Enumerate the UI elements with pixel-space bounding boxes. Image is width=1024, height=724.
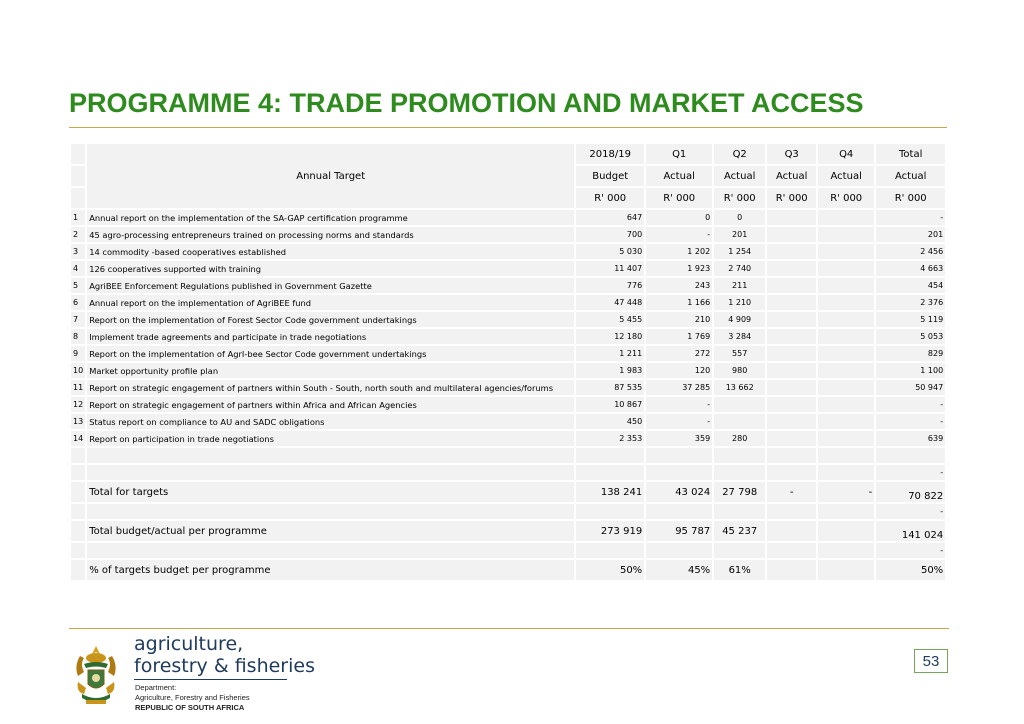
- page-title: PROGRAMME 4: TRADE PROMOTION AND MARKET ACCESS: [69, 88, 864, 118]
- header-actual-q3: Actual: [767, 166, 816, 186]
- row-q3: [767, 278, 816, 293]
- row-q4: [818, 210, 874, 225]
- dash-cell: -: [876, 465, 945, 480]
- row-q3: [767, 346, 816, 361]
- header-q4: Q4: [818, 144, 874, 164]
- row-q2: 211: [714, 278, 765, 293]
- row-number: 2: [71, 227, 85, 242]
- row-q2: 201: [714, 227, 765, 242]
- total-targets-total: 70 822: [876, 482, 945, 502]
- country-name: REPUBLIC OF SOUTH AFRICA: [135, 703, 245, 712]
- header-budget: Budget: [576, 166, 644, 186]
- total-programme-q3: [767, 521, 816, 541]
- row-number: 9: [71, 346, 85, 361]
- row-q3: [767, 261, 816, 276]
- dash-row: [71, 465, 945, 480]
- row-q4: [818, 380, 874, 395]
- dash-cell: -: [876, 504, 945, 519]
- header-unit: R' 000: [767, 188, 816, 208]
- row-q4: [818, 312, 874, 327]
- row-number: 13: [71, 414, 85, 429]
- percent-budget: 50%: [576, 560, 644, 580]
- header-blank: [71, 166, 85, 186]
- row-q4: [818, 346, 874, 361]
- total-programme-q2: 45 237: [714, 521, 765, 541]
- header-unit: R' 000: [876, 188, 945, 208]
- target-rows: [71, 210, 945, 446]
- row-target: Report on strategic engagement of partners within South - South, north south and multilateral agencies/forums: [87, 380, 574, 395]
- row-q4: [818, 363, 874, 378]
- row-target: Report on the implementation of Forest Sector Code government undertakings: [87, 312, 574, 327]
- row-number: 6: [71, 295, 85, 310]
- row-q4: [818, 431, 874, 446]
- row-q4: [818, 227, 874, 242]
- row-q1: 0: [646, 210, 712, 225]
- row-budget: 5 030: [576, 244, 644, 259]
- row-q2: 1 210: [714, 295, 765, 310]
- row-q2: [714, 414, 765, 429]
- dash-row: [71, 543, 945, 558]
- brand-line-1: agriculture,: [134, 633, 244, 655]
- row-budget: 10 867: [576, 397, 644, 412]
- row-total: -: [876, 414, 945, 429]
- row-q2: 280: [714, 431, 765, 446]
- row-q2: 980: [714, 363, 765, 378]
- row-number: 7: [71, 312, 85, 327]
- row-q1: 1 923: [646, 261, 712, 276]
- row-q3: [767, 380, 816, 395]
- title-divider: [69, 127, 947, 128]
- dash-cell: -: [876, 543, 945, 558]
- total-programme-q4: [818, 521, 874, 541]
- total-programme-row: [71, 521, 945, 541]
- total-targets-q1: 43 024: [646, 482, 712, 502]
- header-actual-q4: Actual: [818, 166, 874, 186]
- row-total: 201: [876, 227, 945, 242]
- row-q1: 210: [646, 312, 712, 327]
- header-actual-total: Actual: [876, 166, 945, 186]
- total-targets-q3: -: [767, 482, 816, 502]
- percent-q4: [818, 560, 874, 580]
- row-q1: 1 166: [646, 295, 712, 310]
- table-row: [71, 295, 945, 310]
- row-target: Market opportunity profile plan: [87, 363, 574, 378]
- row-number: 8: [71, 329, 85, 344]
- row-target: Report on strategic engagement of partners within Africa and African Agencies: [87, 397, 574, 412]
- row-target: Implement trade agreements and participate in trade negotiations: [87, 329, 574, 344]
- row-number: 12: [71, 397, 85, 412]
- percent-total: 50%: [876, 560, 945, 580]
- percent-label: % of targets budget per programme: [87, 560, 574, 580]
- header-q3: Q3: [767, 144, 816, 164]
- row-q3: [767, 295, 816, 310]
- total-programme-label: Total budget/actual per programme: [87, 521, 574, 541]
- row-q2: [714, 397, 765, 412]
- department-label: Department:: [135, 683, 177, 692]
- row-total: 2 376: [876, 295, 945, 310]
- row-q3: [767, 227, 816, 242]
- row-q2: 13 662: [714, 380, 765, 395]
- table-row: [71, 380, 945, 395]
- table-row: [71, 414, 945, 429]
- header-unit: R' 000: [818, 188, 874, 208]
- row-q1: 359: [646, 431, 712, 446]
- row-q3: [767, 431, 816, 446]
- percent-q2: 61%: [714, 560, 765, 580]
- row-budget: 1 211: [576, 346, 644, 361]
- table-row: [71, 210, 945, 225]
- row-q3: [767, 397, 816, 412]
- row-budget: 647: [576, 210, 644, 225]
- header-q1: Q1: [646, 144, 712, 164]
- row-number: 3: [71, 244, 85, 259]
- row-number: 1: [71, 210, 85, 225]
- row-total: 5 053: [876, 329, 945, 344]
- row-total: -: [876, 210, 945, 225]
- brand-divider: [134, 679, 287, 680]
- row-q2: 1 254: [714, 244, 765, 259]
- table-row: [71, 227, 945, 242]
- row-number: 10: [71, 363, 85, 378]
- row-number: 11: [71, 380, 85, 395]
- row-q4: [818, 414, 874, 429]
- row-number: 4: [71, 261, 85, 276]
- table-row: [71, 397, 945, 412]
- row-q3: [767, 312, 816, 327]
- header-blank: [71, 144, 85, 164]
- footer-divider: [69, 628, 949, 629]
- row-budget: 87 535: [576, 380, 644, 395]
- total-targets-label: Total for targets: [87, 482, 574, 502]
- row-q2: 557: [714, 346, 765, 361]
- total-programme-q1: 95 787: [646, 521, 712, 541]
- header-year: 2018/19: [576, 144, 644, 164]
- percent-q1: 45%: [646, 560, 712, 580]
- row-q1: -: [646, 227, 712, 242]
- row-q4: [818, 329, 874, 344]
- row-budget: 700: [576, 227, 644, 242]
- row-target: Report on participation in trade negotiations: [87, 431, 574, 446]
- department-name: Agriculture, Forestry and Fisheries: [135, 693, 250, 702]
- row-budget: 47 448: [576, 295, 644, 310]
- row-q1: -: [646, 414, 712, 429]
- table-row: [71, 244, 945, 259]
- row-q4: [818, 397, 874, 412]
- table-row: [71, 278, 945, 293]
- percent-row: [71, 560, 945, 580]
- row-q1: 1 769: [646, 329, 712, 344]
- row-q4: [818, 261, 874, 276]
- header-q2: Q2: [714, 144, 765, 164]
- row-q1: -: [646, 397, 712, 412]
- total-targets-row: [71, 482, 945, 502]
- row-q4: [818, 244, 874, 259]
- row-target: Annual report on the implementation of AgriBEE fund: [87, 295, 574, 310]
- table-row: [71, 312, 945, 327]
- row-number: 5: [71, 278, 85, 293]
- row-q1: 272: [646, 346, 712, 361]
- total-programme-total: 141 024: [876, 521, 945, 541]
- total-targets-budget: 138 241: [576, 482, 644, 502]
- annual-target-header: Annual Target: [87, 144, 574, 208]
- row-q2: 3 284: [714, 329, 765, 344]
- table-row: [71, 329, 945, 344]
- row-number: 14: [71, 431, 85, 446]
- row-total: 829: [876, 346, 945, 361]
- row-total: 5 119: [876, 312, 945, 327]
- row-target: Report on the implementation of AgrI-bee Sector Code government undertakings: [87, 346, 574, 361]
- brand-line-2: forestry & fisheries: [134, 655, 315, 677]
- row-budget: 450: [576, 414, 644, 429]
- row-q2: 4 909: [714, 312, 765, 327]
- row-total: 50 947: [876, 380, 945, 395]
- row-q4: [818, 295, 874, 310]
- row-q1: 120: [646, 363, 712, 378]
- header-unit: R' 000: [576, 188, 644, 208]
- row-q3: [767, 329, 816, 344]
- row-target: 45 agro-processing entrepreneurs trained on processing norms and standards: [87, 227, 574, 242]
- total-programme-budget: 273 919: [576, 521, 644, 541]
- row-q1: 1 202: [646, 244, 712, 259]
- total-targets-q2: 27 798: [714, 482, 765, 502]
- row-q3: [767, 414, 816, 429]
- row-total: 2 456: [876, 244, 945, 259]
- row-q3: [767, 363, 816, 378]
- row-q3: [767, 210, 816, 225]
- header-actual-q1: Actual: [646, 166, 712, 186]
- table-row: [71, 261, 945, 276]
- row-total: 4 663: [876, 261, 945, 276]
- page-number: 53: [914, 649, 948, 673]
- row-budget: 11 407: [576, 261, 644, 276]
- table-row: [71, 363, 945, 378]
- row-q3: [767, 244, 816, 259]
- row-q1: 243: [646, 278, 712, 293]
- header-unit: R' 000: [714, 188, 765, 208]
- dash-row: [71, 504, 945, 519]
- total-targets-q4: -: [818, 482, 874, 502]
- header-actual-q2: Actual: [714, 166, 765, 186]
- row-budget: 1 983: [576, 363, 644, 378]
- row-budget: 2 353: [576, 431, 644, 446]
- row-total: 639: [876, 431, 945, 446]
- row-target: 126 cooperatives supported with training: [87, 261, 574, 276]
- row-q2: 2 740: [714, 261, 765, 276]
- row-budget: 12 180: [576, 329, 644, 344]
- row-total: -: [876, 397, 945, 412]
- table-row: [71, 431, 945, 446]
- spacer-row: [71, 448, 945, 463]
- department-block: [135, 683, 250, 713]
- targets-table: [69, 142, 947, 582]
- row-target: 14 commodity -based cooperatives established: [87, 244, 574, 259]
- percent-q3: [767, 560, 816, 580]
- row-target: Annual report on the implementation of the SA-GAP certification programme: [87, 210, 574, 225]
- coat-of-arms-icon: [70, 642, 122, 708]
- row-total: 1 100: [876, 363, 945, 378]
- row-target: Status report on compliance to AU and SADC obligations: [87, 414, 574, 429]
- row-q4: [818, 278, 874, 293]
- row-budget: 776: [576, 278, 644, 293]
- row-q1: 37 285: [646, 380, 712, 395]
- row-budget: 5 455: [576, 312, 644, 327]
- table-row: [71, 346, 945, 361]
- header-total: Total: [876, 144, 945, 164]
- row-total: 454: [876, 278, 945, 293]
- header-blank: [71, 188, 85, 208]
- header-unit: R' 000: [646, 188, 712, 208]
- row-q2: 0: [714, 210, 765, 225]
- row-target: AgriBEE Enforcement Regulations published in Government Gazette: [87, 278, 574, 293]
- header-row-period: [71, 144, 945, 164]
